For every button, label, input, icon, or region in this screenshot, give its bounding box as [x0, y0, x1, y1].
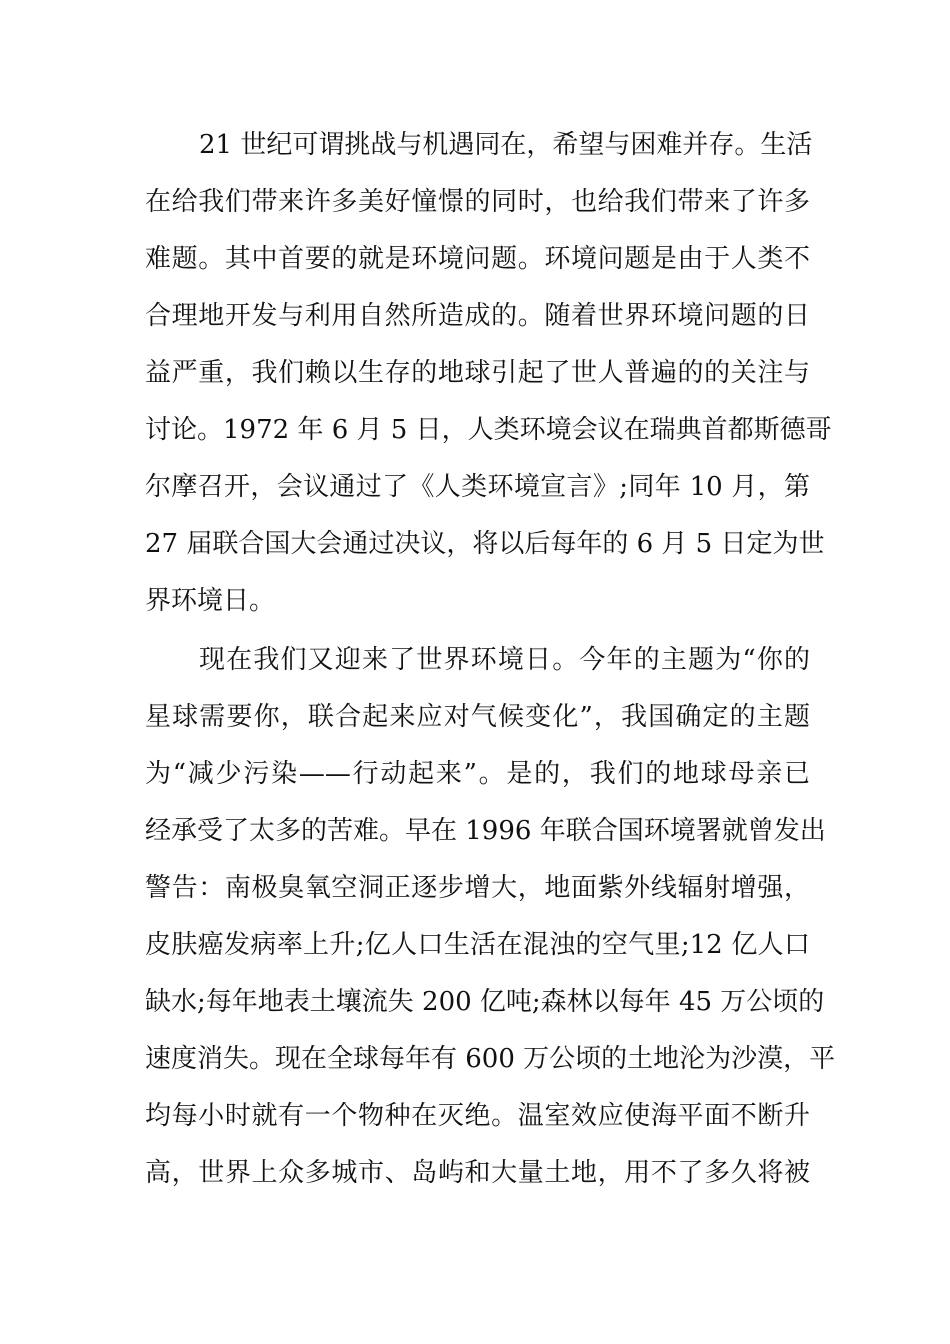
document-body: [145, 117, 836, 1202]
text-line: 界环境日。: [145, 586, 276, 616]
text-line: 合理地开发与利用自然所造成的。随着世界环境问题的日: [145, 301, 810, 331]
text-line: 尔摩召开，会议通过了《人类环境宣言》;同年 10 月，第: [145, 472, 810, 502]
text-line: 27 届联合国大会通过决议，将以后每年的 6 月 5 日定为世: [145, 529, 825, 559]
paragraph-2: [145, 632, 836, 1202]
text-line: 高，世界上众多城市、岛屿和大量土地，用不了多久将被: [145, 1158, 810, 1188]
text-line: 缺水;每年地表土壤流失 200 亿吨;森林以每年 45 万公顷的: [145, 987, 825, 1017]
paragraph-1: [145, 117, 832, 630]
text-line: 为“减少污染——行动起来”。是的，我们的地球母亲已: [145, 759, 810, 789]
text-line: 星球需要你，联合起来应对气候变化”，我国确定的主题: [145, 702, 810, 732]
text-line: 21 世纪可谓挑战与机遇同在，希望与困难并存。生活: [199, 130, 813, 160]
text-line: 皮肤癌发病率上升;亿人口生活在混浊的空气里;12 亿人口: [145, 930, 810, 960]
text-line: 警告：南极臭氧空洞正逐步增大，地面紫外线辐射增强，: [145, 873, 810, 903]
text-line: 在给我们带来许多美好憧憬的同时，也给我们带来了许多: [145, 187, 810, 217]
text-line: 现在我们又迎来了世界环境日。今年的主题为“你的: [199, 645, 810, 675]
text-line: 速度消失。现在全球每年有 600 万公顷的土地沦为沙漠，平: [145, 1044, 836, 1074]
text-line: 讨论。1972 年 6 月 5 日，人类环境会议在瑞典首都斯德哥: [145, 415, 832, 445]
text-line: 难题。其中首要的就是环境问题。环境问题是由于人类不: [145, 244, 810, 274]
text-line: 均每小时就有一个物种在灭绝。温室效应使海平面不断升: [145, 1101, 810, 1131]
text-line: 益严重，我们赖以生存的地球引起了世人普遍的的关注与: [145, 358, 810, 388]
text-line: 经承受了太多的苦难。早在 1996 年联合国环境署就曾发出: [145, 816, 826, 846]
